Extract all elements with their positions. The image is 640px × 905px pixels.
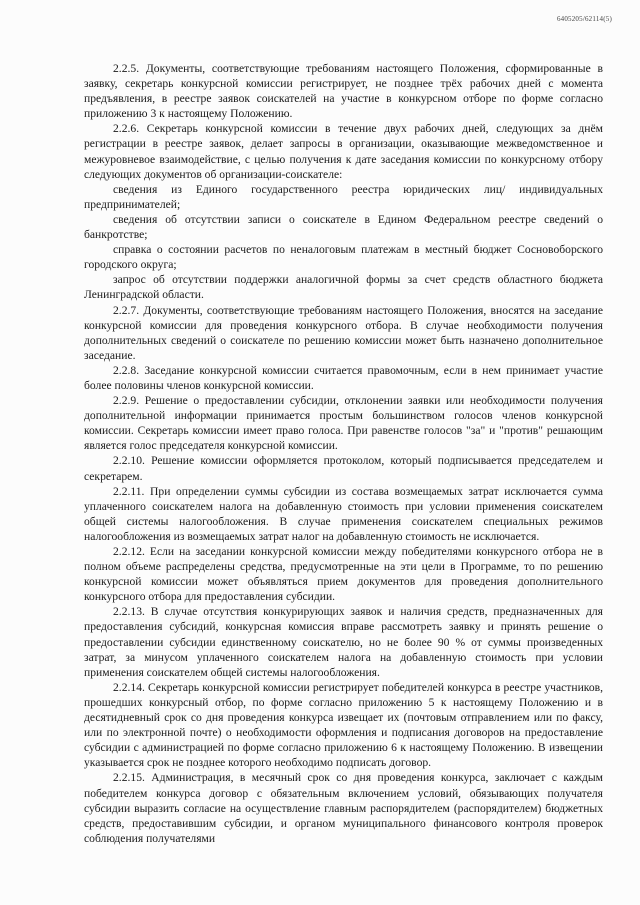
list-item-support: запрос об отсутствии поддержки аналогичной формы за счет средств областного бюджета Ленинградской области. <box>84 273 603 302</box>
document-body <box>84 61 603 846</box>
paragraph-2-2-15: 2.2.15. Администрация, в месячный срок со дня проведения конкурса, заключает с каждым победителем конкурса договор с обязательным включением условий, обязывающих получателя субсидии выразить согласие на осуществление главным распорядителем (распорядителем) бюджетных средств, предоставившим субсидии, и органом муниципального финансового контроля проверок соблюдения получателями <box>84 771 603 845</box>
paragraph-2-2-9: 2.2.9. Решение о предоставлении субсидии, отклонении заявки или необходимости получения дополнительной информации принимается простым большинством голосов членов конкурсной комиссии. Секретарь комиссии имеет право голоса. При равенстве голосов "за" и "против" решающим является голос председателя конкурсной комиссии. <box>84 394 603 453</box>
paragraph-2-2-8: 2.2.8. Заседание конкурсной комиссии считается правомочным, если в нем принимает участие более половины членов конкурсной комиссии. <box>84 363 603 392</box>
list-item-payments: справка о состоянии расчетов по неналоговым платежам в местный бюджет Сосновоборского городского округа; <box>84 243 603 272</box>
paragraph-2-2-11: 2.2.11. При определении суммы субсидии из состава возмещаемых затрат исключается сумма уплаченного соискателем налога на добавленную стоимость при условии применения соискателем общей системы налогообложения. В случае применения соискателем специальных режимов налогообложения из возмещаемых затрат налог на добавленную стоимость не исключается. <box>84 484 603 543</box>
paragraph-2-2-10: 2.2.10. Решение комиссии оформляется протоколом, который подписывается председателем и секретарем. <box>84 454 603 483</box>
list-item-bankruptcy: сведения об отсутствии записи о соискателе в Едином Федеральном реестре сведений о банкротстве; <box>84 212 603 242</box>
list-item-egrul: сведения из Единого государственного реестра юридических лиц/ индивидуальных предпринимателей; <box>84 182 603 211</box>
paragraph-2-2-13: 2.2.13. В случае отсутствия конкурирующих заявок и наличия средств, предназначенных для предоставления субсидий, конкурсная комиссия вправе рассмотреть заявку и принять решение о предоставлении субсидии единственному соискателю, но не более 90 % от суммы произведенных затрат, за минусом уплаченного соискателем налога на добавленную стоимость при условии применения соискателем общей системы налогообложения. <box>84 605 603 679</box>
paragraph-2-2-6: 2.2.6. Секретарь конкурсной комиссии в течение двух рабочих дней, следующих за днём регистрации в реестре заявок, делает запросы в организации, оказывающие межведомственное и межуровневое взаимодействие, с целью получения к дате заседания комиссии по конкурсному отбору следующих документов об организации-соискателе: <box>84 122 603 181</box>
document-id: 6405205/62114(5) <box>556 15 612 23</box>
paragraph-2-2-7: 2.2.7. Документы, соответствующие требованиям настоящего Положения, вносятся на заседание конкурсной комиссии для проведения конкурсного отбора. В случае необходимости получения дополнительных сведений о соискателе по решению комиссии может быть назначено дополнительное заседание. <box>84 303 603 362</box>
paragraph-2-2-12: 2.2.12. Если на заседании конкурсной комиссии между победителями конкурсного отбора не в полном объеме распределены средства, предусмотренные на эти цели в Программе, то по решению конкурсной комиссии может объявляться прием документов для проведения дополнительного конкурсного отбора для предоставления субсидии. <box>84 545 603 604</box>
paragraph-2-2-14: 2.2.14. Секретарь конкурсной комиссии регистрирует победителей конкурса в реестре участников, прошедших конкурсный отбор, по форме согласно приложению 5 к настоящему Положению и в десятидневный срок со дня проведения конкурса извещает их (почтовым отправлением или по факсу, или по электронной почте) о необходимости оформления и подписания договоров на предоставление субсидии с администрацией по форме согласно приложению 6 к настоящему Положению. В извещении указывается срок не позднее которого необходимо подписать договор. <box>84 680 603 770</box>
paragraph-2-2-5: 2.2.5. Документы, соответствующие требованиям настоящего Положения, сформированные в заявку, секретарь конкурсной комиссии регистрирует, не позднее трёх рабочих дней с момента предъявления, в реестре заявок соискателей на участие в конкурсном отборе по форме согласно приложению 3 к настоящему Положению. <box>84 62 603 121</box>
